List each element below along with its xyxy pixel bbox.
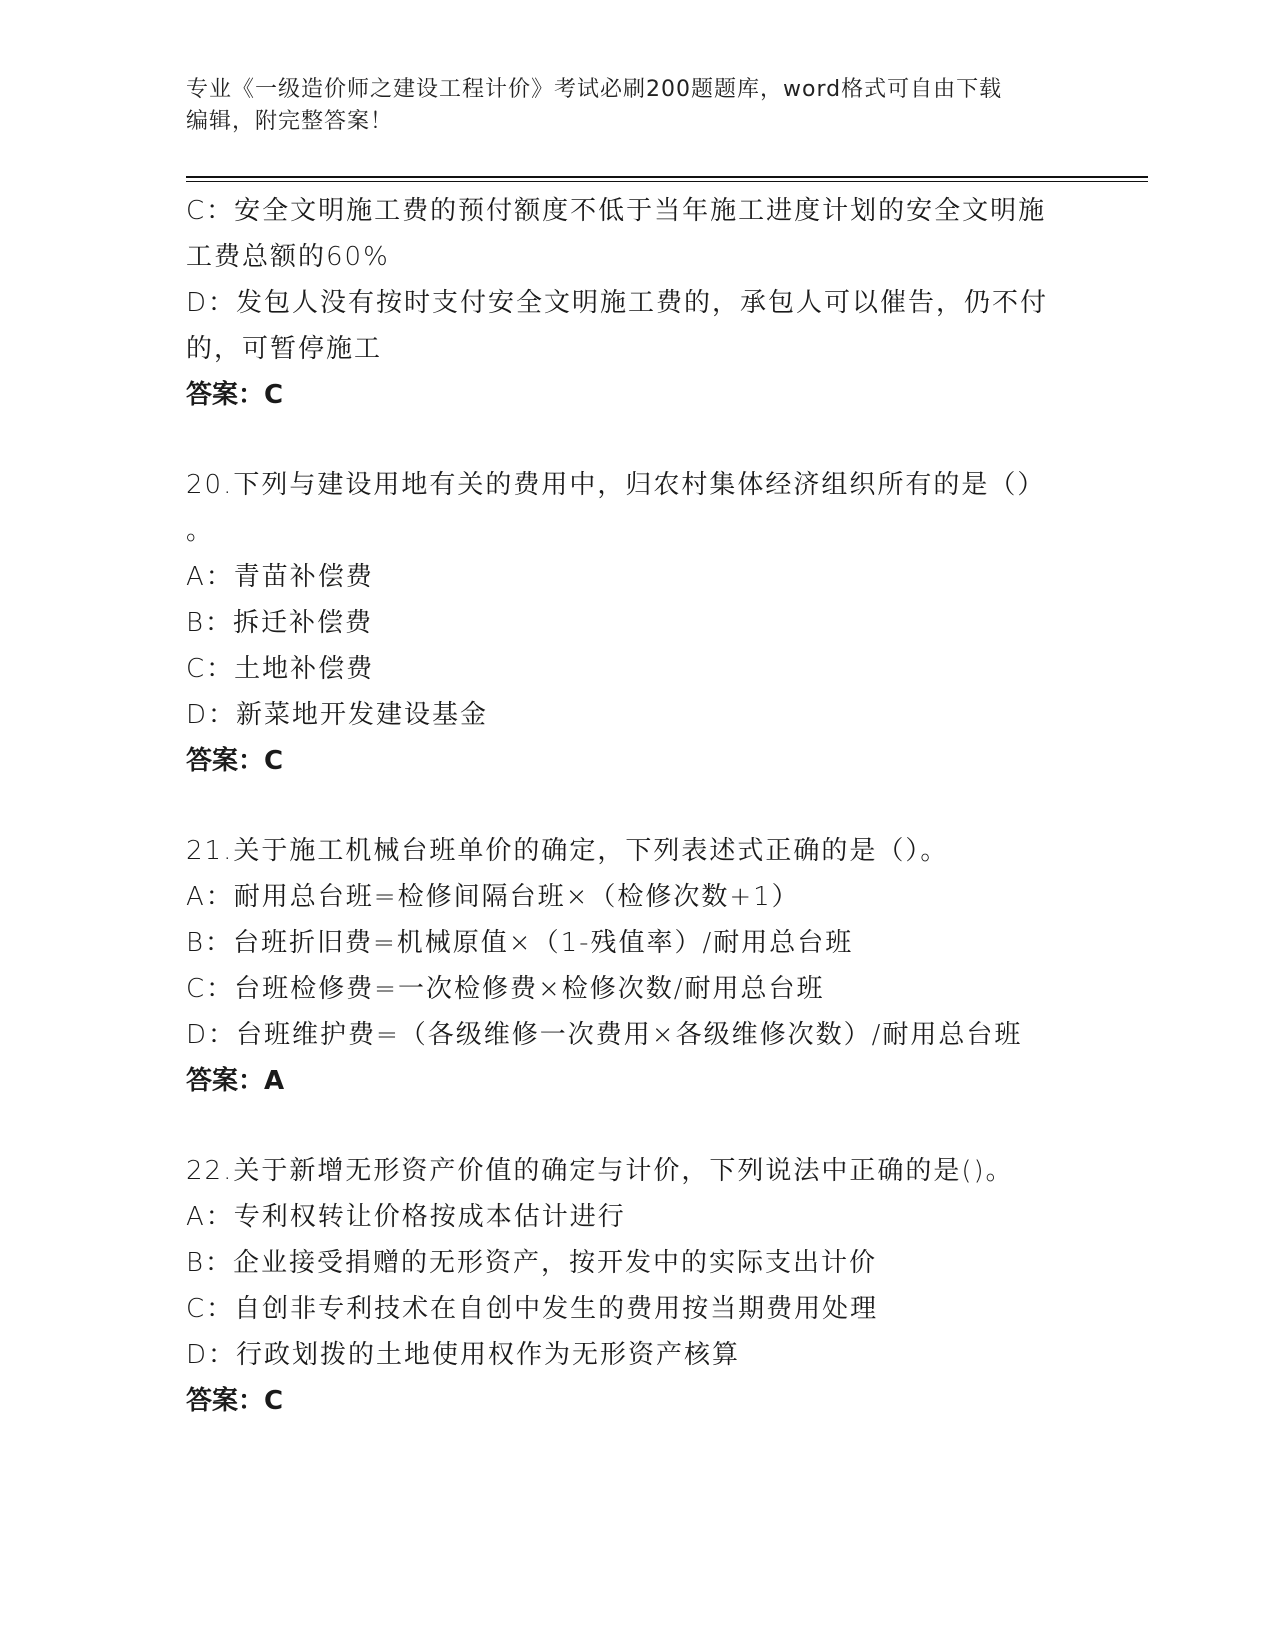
question-22-option-a: A：专利权转让价格按成本估计进行 <box>186 1202 626 1232</box>
spacer <box>186 1104 1086 1148</box>
page-header <box>186 74 1086 138</box>
question-21 <box>186 828 1086 1104</box>
option-d-line-2: 的，可暂停施工 <box>186 334 383 364</box>
header-line-2: 编辑，附完整答案！ <box>186 109 394 134</box>
answer-21: 答案：A <box>186 1066 285 1096</box>
question-22-option-c: C：自创非专利技术在自创中发生的费用按当期费用处理 <box>186 1294 879 1324</box>
question-20-option-d: D：新菜地开发建设基金 <box>186 700 489 730</box>
header-line-1: 专业《一级造价师之建设工程计价》考试必刷200题题库，word格式可自由下载 <box>186 77 1003 102</box>
question-list <box>186 188 1086 1424</box>
option-c-line-1: C：安全文明施工费的预付额度不低于当年施工进度计划的安全文明施 <box>186 196 1047 226</box>
option-d-line-1: D：发包人没有按时支付安全文明施工费的，承包人可以催告，仍不付 <box>186 288 1049 318</box>
answer-20: 答案：C <box>186 746 284 776</box>
answer-22: 答案：C <box>186 1386 284 1416</box>
answer-19: 答案：C <box>186 380 284 410</box>
spacer <box>186 784 1086 828</box>
question-21-option-d: D：台班维护费=（各级维修一次费用×各级维修次数）/耐用总台班 <box>186 1020 1023 1050</box>
question-20 <box>186 462 1086 784</box>
question-20-text-line-1: 20.下列与建设用地有关的费用中，归农村集体经济组织所有的是（） <box>186 470 1046 500</box>
question-22-text: 22.关于新增无形资产价值的确定与计价，下列说法中正确的是()。 <box>186 1156 1014 1186</box>
question-21-option-c: C：台班检修费=一次检修费×检修次数/耐用总台班 <box>186 974 825 1004</box>
question-20-option-a: A：青苗补偿费 <box>186 562 374 592</box>
spacer <box>186 418 1086 462</box>
header-divider-thin <box>186 181 1148 182</box>
header-divider-thick <box>186 176 1148 178</box>
question-22-option-d: D：行政划拨的土地使用权作为无形资产核算 <box>186 1340 741 1370</box>
question-21-option-b: B：台班折旧费=机械原值×（1-残值率）/耐用总台班 <box>186 928 854 958</box>
question-21-text: 21.关于施工机械台班单价的确定，下列表述式正确的是（）。 <box>186 836 949 866</box>
option-c-line-2: 工费总额的60% <box>186 242 390 272</box>
question-19-continuation <box>186 188 1086 418</box>
question-20-option-c: C：土地补偿费 <box>186 654 375 684</box>
question-22-option-b: B：企业接受捐赠的无形资产，按开发中的实际支出计价 <box>186 1248 878 1278</box>
question-20-text-line-2: 。 <box>186 516 215 546</box>
question-21-option-a: A：耐用总台班=检修间隔台班×（检修次数+1） <box>186 882 800 912</box>
question-20-option-b: B：拆迁补偿费 <box>186 608 374 638</box>
question-22 <box>186 1148 1086 1424</box>
